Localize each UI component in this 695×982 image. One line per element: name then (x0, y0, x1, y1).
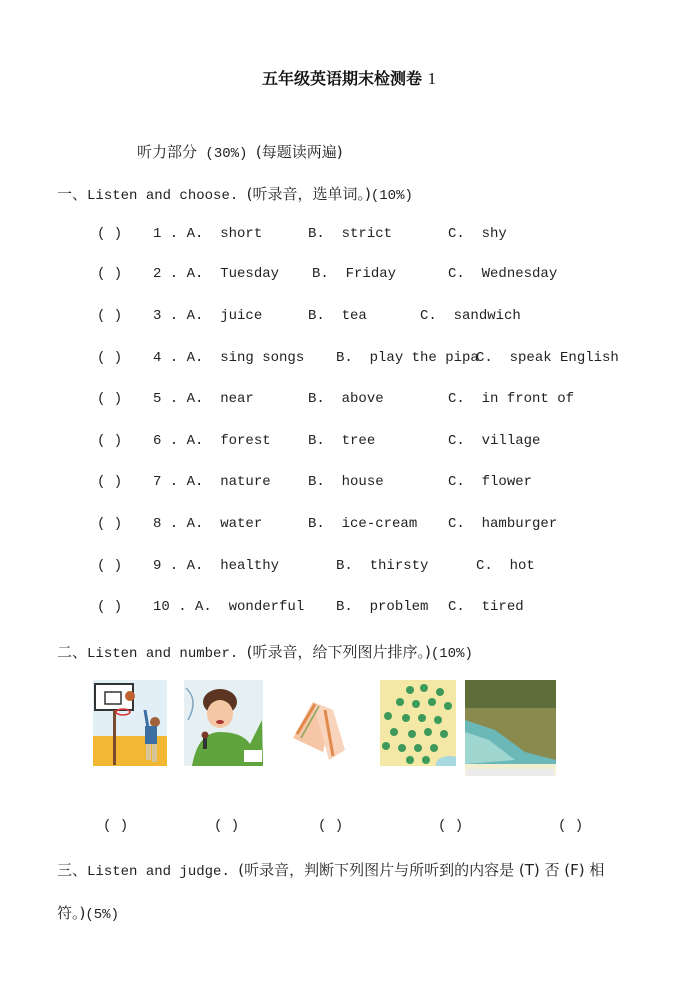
option-c[interactable]: Wednesday (481, 266, 558, 282)
option-b[interactable]: house (341, 474, 384, 490)
listening-percent: (30%) (205, 146, 248, 162)
section1-percent: (10%) (370, 188, 413, 204)
option-b[interactable]: thirsty (369, 558, 429, 574)
question-number: 7 . A. nature (153, 474, 271, 490)
picture-answer-3[interactable]: ( ) (318, 818, 344, 834)
option-b[interactable]: strict (341, 226, 393, 242)
section3-heading-line2 (57, 902, 119, 923)
question-number: 10 . A. wonderful (153, 599, 305, 615)
page-title (262, 66, 436, 89)
option-b-wrap: B. Friday (312, 266, 397, 282)
section2-percent: (10%) (430, 646, 473, 662)
picture-answer-5[interactable]: ( ) (558, 818, 584, 834)
section3-index: 三、 (57, 861, 88, 879)
answer-blank[interactable]: ( ) (97, 516, 123, 532)
option-c[interactable]: flower (481, 474, 533, 490)
option-c[interactable]: sandwich (453, 308, 521, 324)
option-c[interactable]: tired (481, 599, 524, 615)
answer-blank[interactable]: ( ) (97, 599, 123, 615)
section3-en: Listen and judge. (87, 864, 230, 880)
option-a[interactable]: juice (220, 308, 263, 324)
option-a[interactable]: short (220, 226, 263, 242)
option-c[interactable]: shy (481, 226, 507, 242)
question-number: 8 . A. water (153, 516, 263, 532)
option-c[interactable]: hot (509, 558, 535, 574)
option-c[interactable]: village (481, 433, 541, 449)
title-number: 1 (427, 69, 437, 88)
title-text: 五年级英语期末检测卷 (262, 69, 423, 88)
question-number: 9 . A. healthy (153, 558, 280, 574)
option-c-wrap: C. shy (448, 226, 507, 242)
section1-en: Listen and choose. (87, 188, 239, 204)
answer-blank[interactable]: ( ) (97, 308, 123, 324)
option-a[interactable]: Tuesday (220, 266, 280, 282)
option-b-wrap: B. house (308, 474, 384, 490)
answer-blank[interactable]: ( ) (97, 266, 123, 282)
option-c-wrap: C. hot (476, 558, 535, 574)
option-a[interactable]: wonderful (228, 599, 305, 615)
option-b-wrap: B. play the pipa (336, 350, 479, 366)
river-image (465, 680, 556, 776)
basketball-player-image (93, 680, 167, 766)
option-a[interactable]: water (220, 516, 263, 532)
option-b[interactable]: ice-cream (341, 516, 418, 532)
sandwich-image (285, 680, 355, 766)
question-number: 1 . A. short (153, 226, 263, 242)
question-number: 6 . A. forest (153, 433, 271, 449)
option-b[interactable]: problem (369, 599, 429, 615)
section3-percent: (5%) (85, 907, 119, 923)
section1-cn: (听录音，选单词。) (246, 185, 371, 203)
option-c-wrap: C. tired (448, 599, 524, 615)
option-a[interactable]: forest (220, 433, 271, 449)
option-c-wrap: C. sandwich (420, 308, 521, 324)
option-a[interactable]: nature (220, 474, 271, 490)
picture-answer-2[interactable]: ( ) (214, 818, 240, 834)
option-c-wrap: C. flower (448, 474, 533, 490)
option-c[interactable]: hamburger (481, 516, 558, 532)
section2-cn: (听录音，给下列图片排序。) (246, 643, 431, 661)
option-c-wrap: C. in front of (448, 391, 575, 407)
option-c[interactable]: speak English (509, 350, 619, 366)
answer-blank[interactable]: ( ) (97, 350, 123, 366)
option-b[interactable]: Friday (345, 266, 397, 282)
listening-label: 听力部分 (137, 143, 198, 161)
answer-blank[interactable]: ( ) (97, 391, 123, 407)
answer-blank[interactable]: ( ) (97, 433, 123, 449)
section2-heading (57, 641, 473, 662)
answer-blank[interactable]: ( ) (97, 474, 123, 490)
option-c-wrap: C. Wednesday (448, 266, 558, 282)
option-b[interactable]: tea (341, 308, 367, 324)
option-a[interactable]: sing songs (220, 350, 305, 366)
answer-blank[interactable]: ( ) (97, 558, 123, 574)
question-number: 5 . A. near (153, 391, 254, 407)
question-number: 3 . A. juice (153, 308, 263, 324)
option-c[interactable]: in front of (481, 391, 575, 407)
option-a[interactable]: healthy (220, 558, 280, 574)
option-b-wrap: B. tree (308, 433, 376, 449)
section2-index: 二、 (57, 643, 88, 661)
boy-singing-image (184, 680, 263, 766)
question-number: 4 . A. sing songs (153, 350, 305, 366)
section3-cn-line2: 符。) (57, 904, 86, 922)
section1-index: 一、 (57, 185, 88, 203)
section3-heading (57, 859, 604, 880)
option-b[interactable]: tree (341, 433, 376, 449)
answer-blank[interactable]: ( ) (97, 226, 123, 242)
option-c-wrap: C. village (448, 433, 541, 449)
picture-answer-4[interactable]: ( ) (438, 818, 464, 834)
option-b-wrap: B. tea (308, 308, 367, 324)
option-b-wrap: B. thirsty (336, 558, 429, 574)
option-b-wrap: B. problem (336, 599, 429, 615)
question-number: 2 . A. Tuesday (153, 266, 280, 282)
option-b-wrap: B. ice-cream (308, 516, 418, 532)
section2-en: Listen and number. (87, 646, 239, 662)
listening-note: (每题读两遍) (255, 143, 343, 161)
option-b[interactable]: above (341, 391, 384, 407)
option-b-wrap: B. strict (308, 226, 393, 242)
picture-answer-1[interactable]: ( ) (103, 818, 129, 834)
option-b-wrap: B. above (308, 391, 384, 407)
option-b[interactable]: play the pipa (369, 350, 479, 366)
section3-cn-line1: (听录音，判断下列图片与所听到的内容是 (T) 否 (F) 相 (238, 861, 605, 879)
section1-heading (57, 183, 413, 204)
option-c-wrap: C. speak English (476, 350, 619, 366)
forest-image (380, 680, 456, 766)
option-c-wrap: C. hamburger (448, 516, 558, 532)
option-a[interactable]: near (220, 391, 254, 407)
listening-header (137, 141, 343, 162)
